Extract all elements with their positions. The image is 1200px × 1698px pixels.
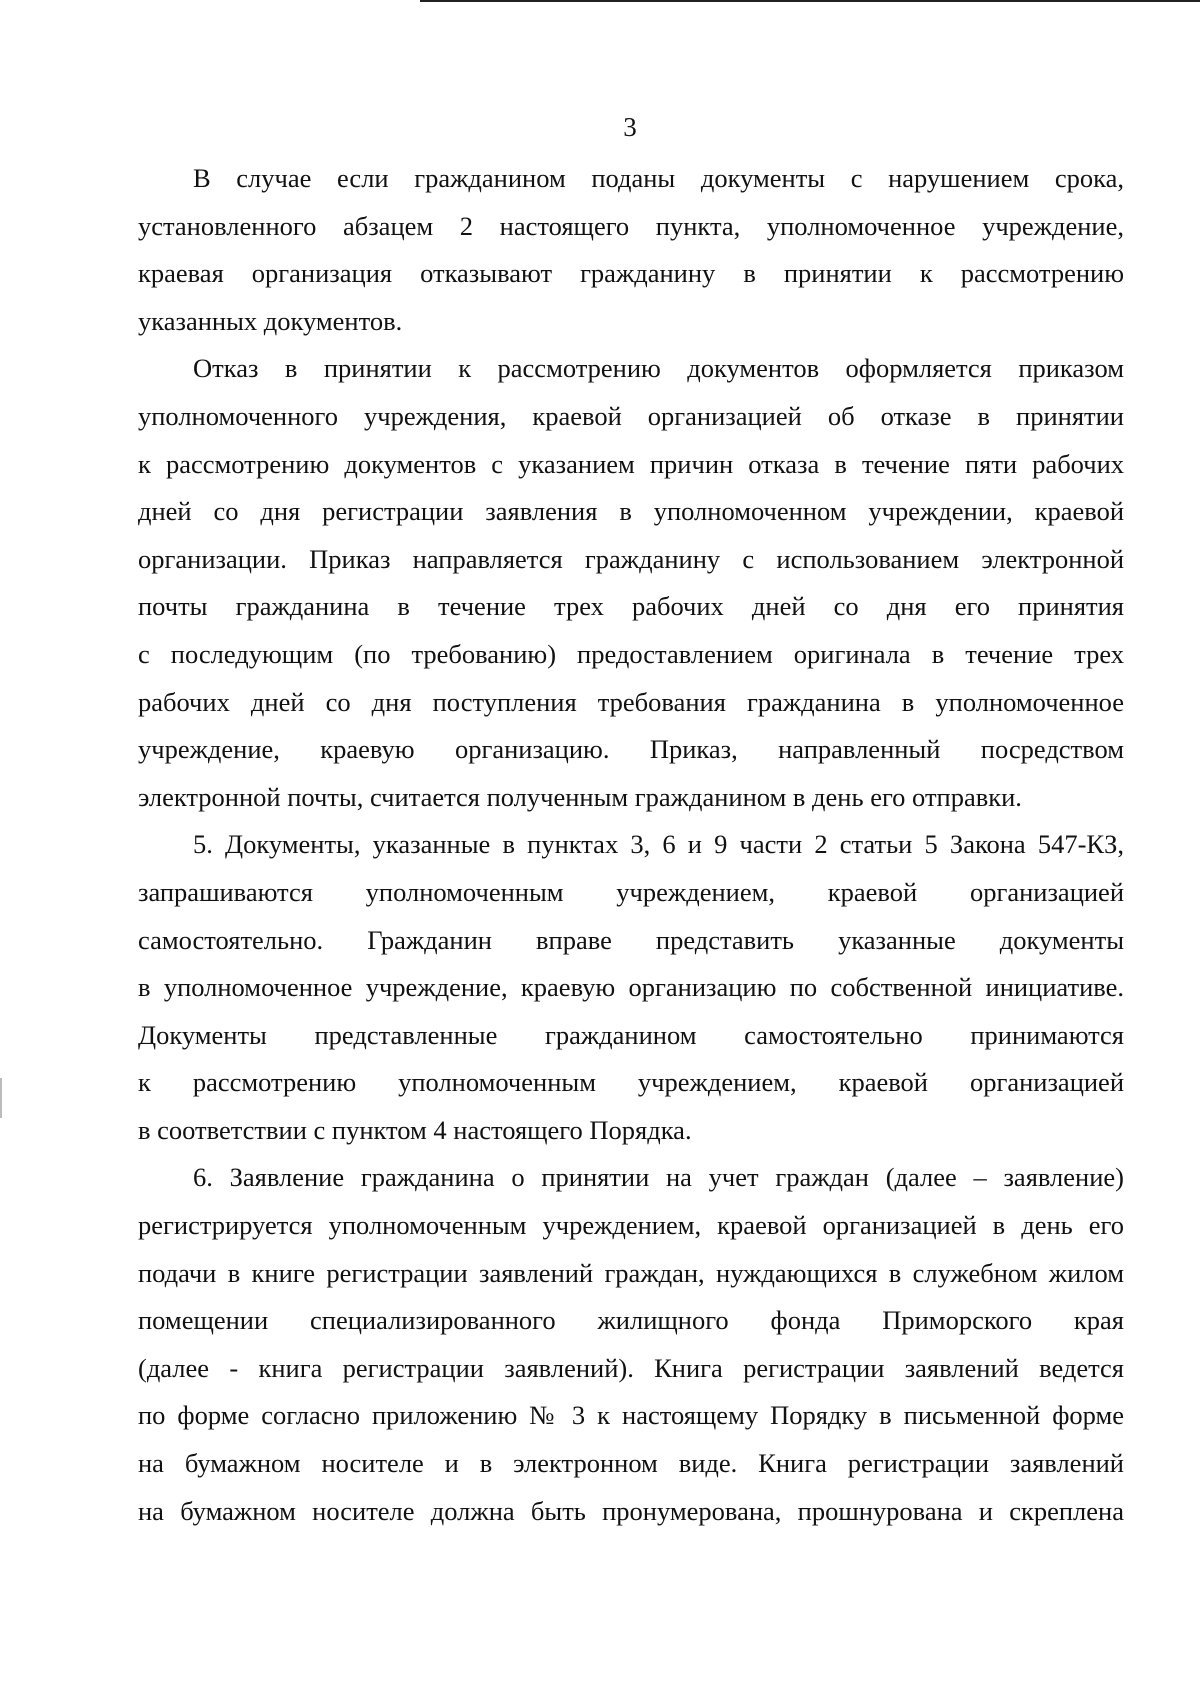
paragraph-item-5 xyxy=(138,821,1124,1154)
page-number: 3 xyxy=(623,112,637,142)
text-line: дней со дня регистрации заявления в уполномоченном учреждении, краевой xyxy=(138,496,1124,527)
paragraph-refusal-order xyxy=(138,345,1124,821)
text-line: в соответствии с пунктом 4 настоящего Порядка. xyxy=(138,1114,692,1145)
text-line: Документы представленные гражданином самостоятельно принимаются xyxy=(138,1019,1124,1050)
text-line: запрашиваются уполномоченным учреждением, краевой организацией xyxy=(138,876,1124,907)
text-line: помещении специализированного жилищного фонда Приморского края xyxy=(138,1305,1124,1336)
document-body xyxy=(138,155,1124,1535)
text-line: регистрируется уполномоченным учреждением, краевой организацией в день его xyxy=(138,1210,1124,1241)
text-line: 5. Документы, указанные в пунктах 3, 6 и 9 части 2 статьи 5 Закона 547-КЗ, xyxy=(193,829,1124,860)
text-line: в уполномоченное учреждение, краевую организацию по собственной инициативе. xyxy=(138,972,1124,1003)
text-line: на бумажном носителе и в электронном виде. Книга регистрации заявлений xyxy=(138,1448,1124,1479)
text-line: установленного абзацем 2 настоящего пункта, уполномоченное учреждение, xyxy=(138,210,1124,241)
text-line: (далее - книга регистрации заявлений). Книга регистрации заявлений ведется xyxy=(138,1352,1124,1383)
text-line: уполномоченного учреждения, краевой организацией об отказе в принятии xyxy=(138,400,1124,431)
text-line: Отказ в принятии к рассмотрению документов оформляется приказом xyxy=(193,353,1124,384)
text-line: краевая организация отказывают гражданину в принятии к рассмотрению xyxy=(138,258,1124,289)
text-line: с последующим (по требованию) предоставлением оригинала в течение трех xyxy=(138,638,1124,669)
text-line: организации. Приказ направляется гражданину с использованием электронной xyxy=(138,543,1124,574)
text-line: на бумажном носителе должна быть пронумерована, прошнурована и скреплена xyxy=(138,1495,1124,1526)
text-line: рабочих дней со дня поступления требования гражданина в уполномоченное xyxy=(138,686,1124,717)
text-line: к рассмотрению документов с указанием причин отказа в течение пяти рабочих xyxy=(138,448,1124,479)
paragraph-item-6 xyxy=(138,1154,1124,1535)
text-line: указанных документов. xyxy=(138,305,403,336)
text-line: В случае если гражданином поданы документы с нарушением срока, xyxy=(193,163,1124,193)
text-line: 6. Заявление гражданина о принятии на учет граждан (далее – заявление) xyxy=(193,1162,1124,1193)
text-line: по форме согласно приложению № 3 к настоящему Порядку в письменной форме xyxy=(138,1400,1124,1431)
text-line: самостоятельно. Гражданин вправе представить указанные документы xyxy=(138,924,1124,955)
scan-edge-line xyxy=(420,0,1200,2)
text-line: к рассмотрению уполномоченным учреждением, краевой организацией xyxy=(138,1067,1124,1098)
text-line: учреждение, краевую организацию. Приказ, направленный посредством xyxy=(138,734,1124,765)
text-line: электронной почты, считается полученным гражданином в день его отправки. xyxy=(138,781,1022,812)
text-line: подачи в книге регистрации заявлений граждан, нуждающихся в служебном жилом xyxy=(138,1257,1124,1288)
text-line: почты гражданина в течение трех рабочих дней со дня его принятия xyxy=(138,591,1124,622)
paragraph-late-submission xyxy=(138,155,1124,345)
scan-margin-mark xyxy=(0,1078,2,1118)
